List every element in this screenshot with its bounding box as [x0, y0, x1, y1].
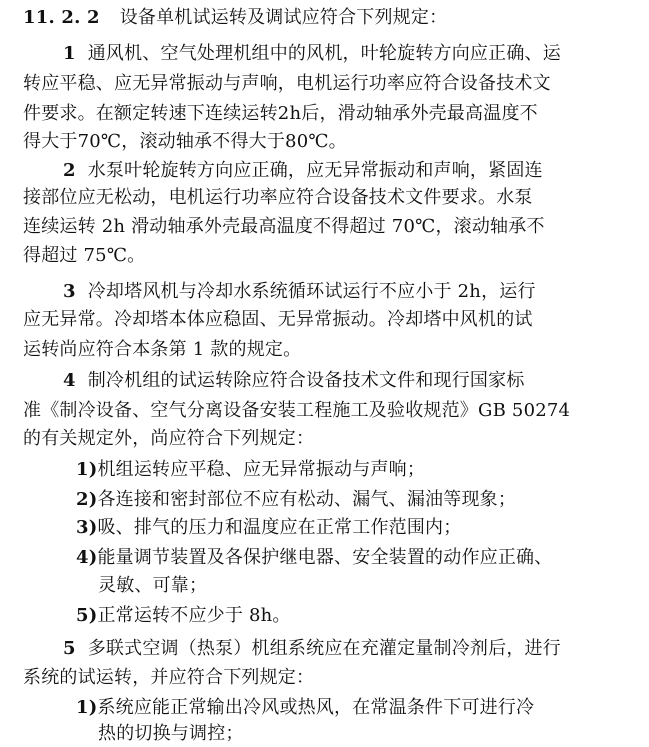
item-4-sub-1: 1)机组运转应平稳、应无异常振动与声响；: [76, 459, 426, 480]
item-3-line-1: 3 冷却塔风机与冷却水系统循环试运行不应小于 2h，运行: [63, 281, 536, 302]
item-number: 4: [63, 370, 76, 391]
item-number: 1: [63, 43, 76, 64]
item-number: 5: [63, 638, 76, 659]
item-number: 3: [63, 281, 76, 302]
section-number: 11. 2. 2: [23, 7, 100, 28]
item-1-line-4: 得大于70℃，滚动轴承不得大于80℃。: [23, 131, 347, 152]
item-2-line-1: 2 水泵叶轮旋转方向应正确，应无异常振动和声响，紧固连: [63, 160, 543, 181]
item-2-line-3: 连续运转 2h 滑动轴承外壳最高温度不得超过 70℃，滚动轴承不: [23, 216, 545, 237]
item-3-line-3: 运转尚应符合本条第 1 款的规定。: [23, 339, 302, 360]
item-5-sub-1-cont: 热的切换与调控；: [98, 723, 244, 744]
item-4-sub-4: 4)能量调节装置及各保护继电器、安全装置的动作应正确、: [76, 547, 553, 568]
item-4-line-1: 4 制冷机组的试运转除应符合设备技术文件和现行国家标: [63, 370, 525, 391]
item-4-line-2: 准《制冷设备、空气分离设备安装工程施工及验收规范》GB 50274: [23, 400, 571, 421]
item-4-sub-5: 5)正常运转不应少于 8h。: [76, 605, 291, 626]
item-1-line-3: 件要求。在额定转速下连续运转2h后，滑动轴承外壳最高温度不: [23, 103, 538, 124]
item-4-sub-4-cont: 灵敏、可靠；: [98, 575, 208, 596]
section-title: 设备单机试运转及调试应符合下列规定：: [119, 7, 448, 28]
item-4-line-3: 的有关规定外，尚应符合下列规定：: [23, 428, 315, 449]
item-4-sub-3: 3)吸、排气的压力和温度应在正常工作范围内；: [76, 517, 462, 538]
item-number: 2: [63, 160, 76, 181]
item-5-sub-1: 1)系统应能正常输出冷风或热风，在常温条件下可进行冷: [76, 697, 535, 718]
item-3-line-2: 应无异常。冷却塔本体应稳固、无异常振动。冷却塔中风机的试: [23, 309, 533, 330]
item-2-line-4: 得超过 75℃。: [23, 245, 146, 266]
item-4-sub-2: 2)各连接和密封部位不应有松动、漏气、漏油等现象；: [76, 489, 517, 510]
section-heading: [23, 6, 447, 30]
item-1-line-2: 转应平稳、应无异常振动与声响，电机运行功率应符合设备技术文: [23, 73, 551, 94]
item-5-line-1: 5 多联式空调（热泵）机组系统应在充灌定量制冷剂后，进行: [63, 638, 561, 659]
item-1-line-1: 1 通风机、空气处理机组中的风机，叶轮旋转方向应正确、运: [63, 43, 561, 64]
item-2-line-2: 接部位应无松动，电机运行功率应符合设备技术文件要求。水泵: [23, 187, 533, 208]
item-5-line-2: 系统的试运转，并应符合下列规定：: [23, 667, 315, 688]
